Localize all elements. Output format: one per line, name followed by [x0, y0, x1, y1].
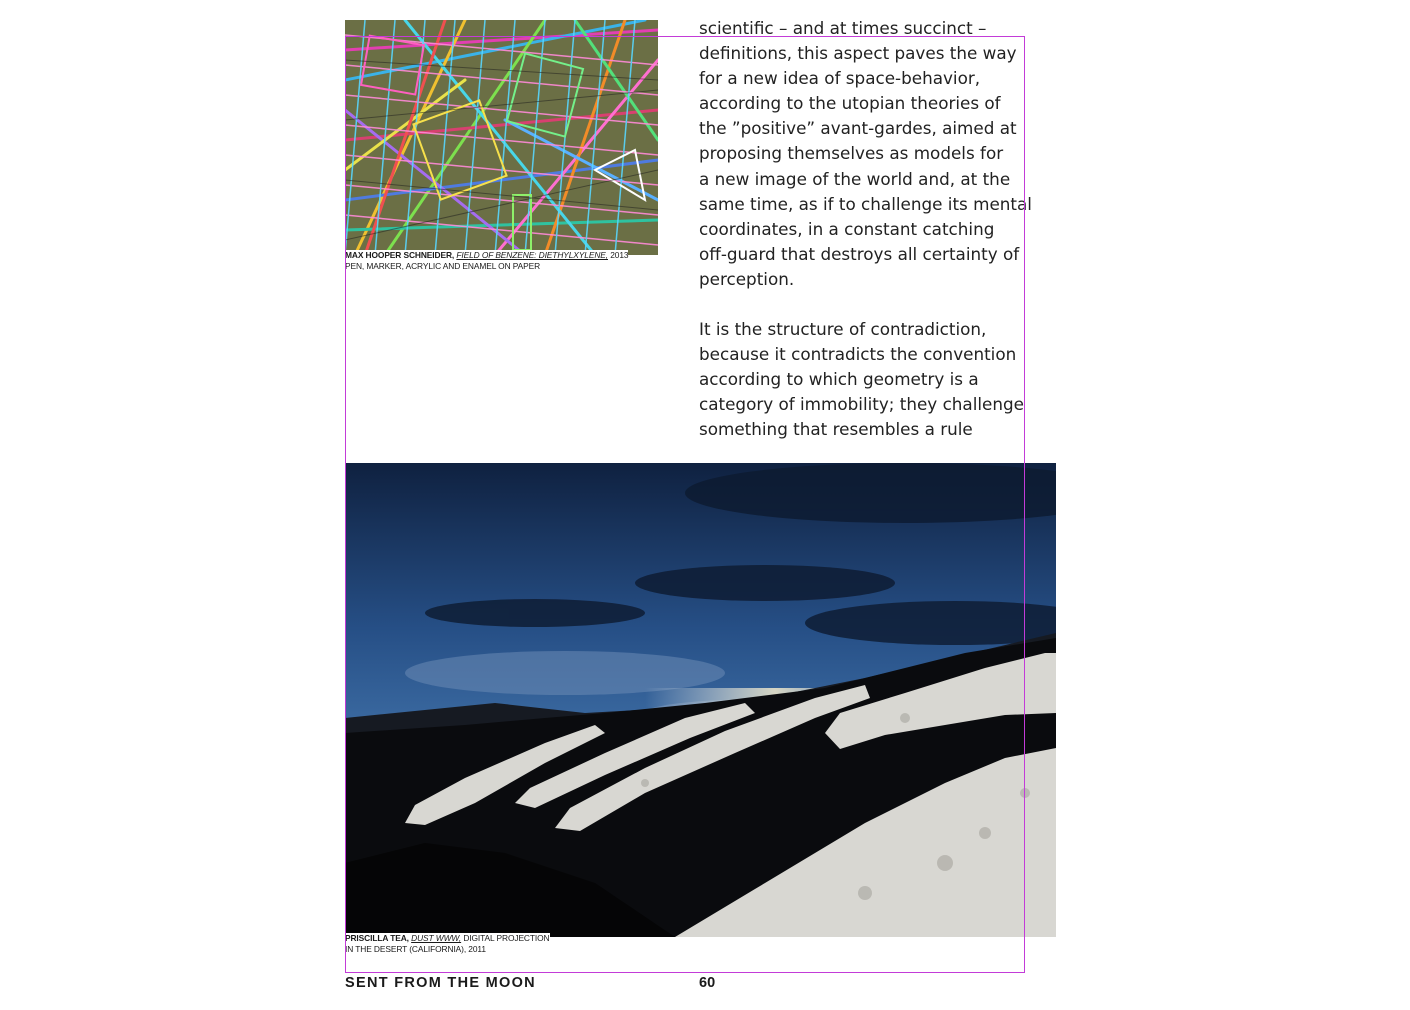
paragraph-1 [699, 16, 1032, 292]
paragraph-2 [699, 317, 1029, 442]
text-line: a new image of the world and, at the [699, 168, 1011, 189]
caption-description: DIGITAL PROJECTION [463, 933, 550, 943]
artwork-caption [345, 250, 665, 271]
footer-publication-title: SENT FROM THE MOON [345, 975, 536, 991]
caption-year: 2013 [610, 250, 629, 260]
text-line: scientific – and at times succinct – [699, 18, 987, 38]
artwork-field-of-benzene [345, 20, 658, 255]
photo-dust-www [345, 463, 1056, 937]
photo-caption [345, 933, 585, 954]
text-line: for a new idea of space-behavior, [699, 68, 981, 89]
text-line: according to which geometry is a [699, 369, 979, 390]
caption-artist: PRISCILLA TEA, [345, 933, 409, 943]
text-line: the ”positive” avant-gardes, aimed at [699, 118, 1017, 139]
page-number: 60 [699, 975, 716, 991]
caption-artist: MAX HOOPER SCHNEIDER, [345, 250, 455, 260]
body-text-column [699, 16, 1032, 443]
caption-title: DUST WWW, [411, 933, 462, 943]
text-line: definitions, this aspect paves the way [699, 43, 1017, 64]
caption-medium: PEN, MARKER, ACRYLIC AND ENAMEL ON PAPER [345, 260, 541, 271]
text-line: according to the utopian theories of [699, 93, 1001, 114]
text-line: something that resembles a rule [699, 419, 973, 440]
text-line: It is the structure of contradiction, [699, 319, 987, 340]
text-line: category of immobility; they challenge [699, 394, 1024, 415]
text-line: because it contradicts the convention [699, 344, 1017, 365]
text-line: proposing themselves as models for [699, 143, 1004, 164]
text-line: off-guard that destroys all certainty of [699, 243, 1020, 264]
caption-location: IN THE DESERT (CALIFORNIA), 2011 [345, 943, 486, 954]
text-line: coordinates, in a constant catching [699, 218, 995, 239]
text-line: perception. [699, 268, 795, 289]
text-line: same time, as if to challenge its mental [699, 193, 1032, 214]
caption-title: FIELD OF BENZENE: DIETHYLXYLENE, [456, 250, 608, 260]
